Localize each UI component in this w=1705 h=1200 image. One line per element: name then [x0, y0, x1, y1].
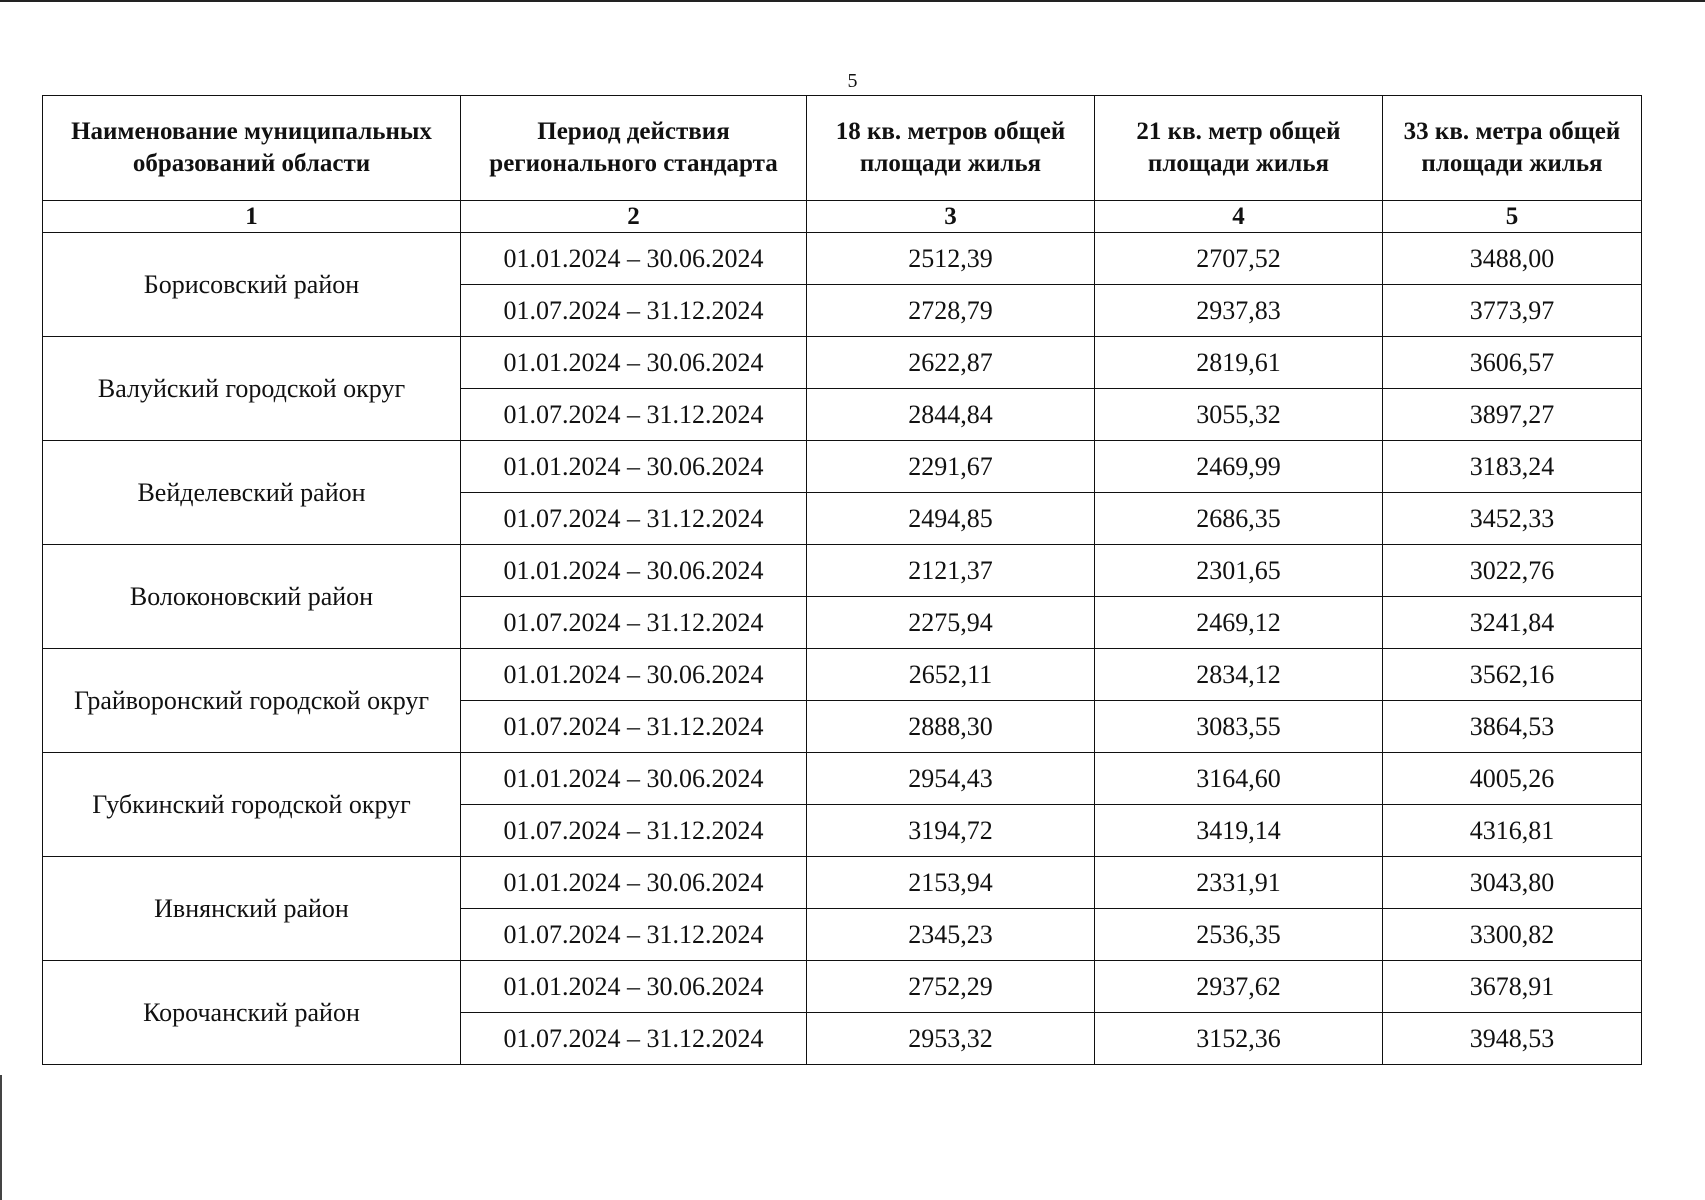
value-18-cell: 2652,11 [807, 649, 1095, 701]
value-18-cell: 2275,94 [807, 597, 1095, 649]
period-cell: 01.07.2024 – 31.12.2024 [461, 909, 807, 961]
period-cell: 01.01.2024 – 30.06.2024 [461, 961, 807, 1013]
value-33-cell: 3183,24 [1383, 441, 1642, 493]
period-cell: 01.07.2024 – 31.12.2024 [461, 389, 807, 441]
value-21-cell: 3419,14 [1095, 805, 1383, 857]
value-33-cell: 3043,80 [1383, 857, 1642, 909]
value-33-cell: 3948,53 [1383, 1013, 1642, 1065]
value-21-cell: 2469,99 [1095, 441, 1383, 493]
value-33-cell: 3773,97 [1383, 285, 1642, 337]
value-33-cell: 4316,81 [1383, 805, 1642, 857]
value-33-cell: 3562,16 [1383, 649, 1642, 701]
region-name: Вейделевский район [43, 441, 461, 545]
header-21-sqm: 21 кв. метр общей площади жилья [1095, 96, 1383, 201]
table-row [43, 649, 1642, 701]
region-name: Губкинский городской округ [43, 753, 461, 857]
value-18-cell: 2622,87 [807, 337, 1095, 389]
value-21-cell: 2937,83 [1095, 285, 1383, 337]
value-18-cell: 2728,79 [807, 285, 1095, 337]
value-21-cell: 3055,32 [1095, 389, 1383, 441]
column-number: 2 [461, 201, 807, 233]
value-33-cell: 3864,53 [1383, 701, 1642, 753]
period-cell: 01.07.2024 – 31.12.2024 [461, 493, 807, 545]
scan-edge-left [0, 1075, 2, 1200]
value-18-cell: 2153,94 [807, 857, 1095, 909]
region-name: Ивнянский район [43, 857, 461, 961]
column-number: 3 [807, 201, 1095, 233]
table-row [43, 753, 1642, 805]
period-cell: 01.01.2024 – 30.06.2024 [461, 337, 807, 389]
value-21-cell: 2707,52 [1095, 233, 1383, 285]
value-21-cell: 3083,55 [1095, 701, 1383, 753]
scan-edge-top [0, 0, 1705, 2]
value-18-cell: 2512,39 [807, 233, 1095, 285]
period-cell: 01.07.2024 – 31.12.2024 [461, 285, 807, 337]
column-number: 4 [1095, 201, 1383, 233]
period-cell: 01.07.2024 – 31.12.2024 [461, 805, 807, 857]
header-18-sqm: 18 кв. метров общей площади жилья [807, 96, 1095, 201]
value-33-cell: 3300,82 [1383, 909, 1642, 961]
region-name: Валуйский городской округ [43, 337, 461, 441]
period-cell: 01.01.2024 – 30.06.2024 [461, 857, 807, 909]
value-18-cell: 2954,43 [807, 753, 1095, 805]
column-number-row [43, 201, 1642, 233]
period-cell: 01.07.2024 – 31.12.2024 [461, 597, 807, 649]
header-municipality: Наименование муниципальных образований области [43, 96, 461, 201]
column-number: 1 [43, 201, 461, 233]
period-cell: 01.01.2024 – 30.06.2024 [461, 441, 807, 493]
value-21-cell: 2301,65 [1095, 545, 1383, 597]
value-33-cell: 3678,91 [1383, 961, 1642, 1013]
region-name: Борисовский район [43, 233, 461, 337]
value-21-cell: 2469,12 [1095, 597, 1383, 649]
table-row [43, 233, 1642, 285]
table-row [43, 441, 1642, 493]
region-name: Корочанский район [43, 961, 461, 1065]
period-cell: 01.07.2024 – 31.12.2024 [461, 701, 807, 753]
value-18-cell: 2121,37 [807, 545, 1095, 597]
period-cell: 01.01.2024 – 30.06.2024 [461, 753, 807, 805]
period-cell: 01.07.2024 – 31.12.2024 [461, 1013, 807, 1065]
value-21-cell: 2331,91 [1095, 857, 1383, 909]
value-18-cell: 2888,30 [807, 701, 1095, 753]
table-row [43, 337, 1642, 389]
table-row [43, 545, 1642, 597]
value-21-cell: 2686,35 [1095, 493, 1383, 545]
value-21-cell: 2536,35 [1095, 909, 1383, 961]
value-18-cell: 2291,67 [807, 441, 1095, 493]
value-18-cell: 3194,72 [807, 805, 1095, 857]
table-row [43, 961, 1642, 1013]
value-33-cell: 3241,84 [1383, 597, 1642, 649]
header-period: Период действия регионального стандарта [461, 96, 807, 201]
value-21-cell: 2834,12 [1095, 649, 1383, 701]
value-21-cell: 3152,36 [1095, 1013, 1383, 1065]
value-21-cell: 3164,60 [1095, 753, 1383, 805]
value-18-cell: 2953,32 [807, 1013, 1095, 1065]
value-18-cell: 2844,84 [807, 389, 1095, 441]
housing-cost-table [42, 95, 1642, 1065]
value-33-cell: 3488,00 [1383, 233, 1642, 285]
page-number: 5 [847, 70, 858, 92]
table-header-row [43, 96, 1642, 201]
region-name: Волоконовский район [43, 545, 461, 649]
column-number: 5 [1383, 201, 1642, 233]
period-cell: 01.01.2024 – 30.06.2024 [461, 545, 807, 597]
value-18-cell: 2752,29 [807, 961, 1095, 1013]
value-33-cell: 3022,76 [1383, 545, 1642, 597]
value-33-cell: 3897,27 [1383, 389, 1642, 441]
period-cell: 01.01.2024 – 30.06.2024 [461, 649, 807, 701]
value-33-cell: 3606,57 [1383, 337, 1642, 389]
period-cell: 01.01.2024 – 30.06.2024 [461, 233, 807, 285]
value-33-cell: 4005,26 [1383, 753, 1642, 805]
value-18-cell: 2345,23 [807, 909, 1095, 961]
region-name: Грайворонский городской округ [43, 649, 461, 753]
value-33-cell: 3452,33 [1383, 493, 1642, 545]
header-33-sqm: 33 кв. метра общей площади жилья [1383, 96, 1642, 201]
table-row [43, 857, 1642, 909]
value-18-cell: 2494,85 [807, 493, 1095, 545]
value-21-cell: 2937,62 [1095, 961, 1383, 1013]
value-21-cell: 2819,61 [1095, 337, 1383, 389]
